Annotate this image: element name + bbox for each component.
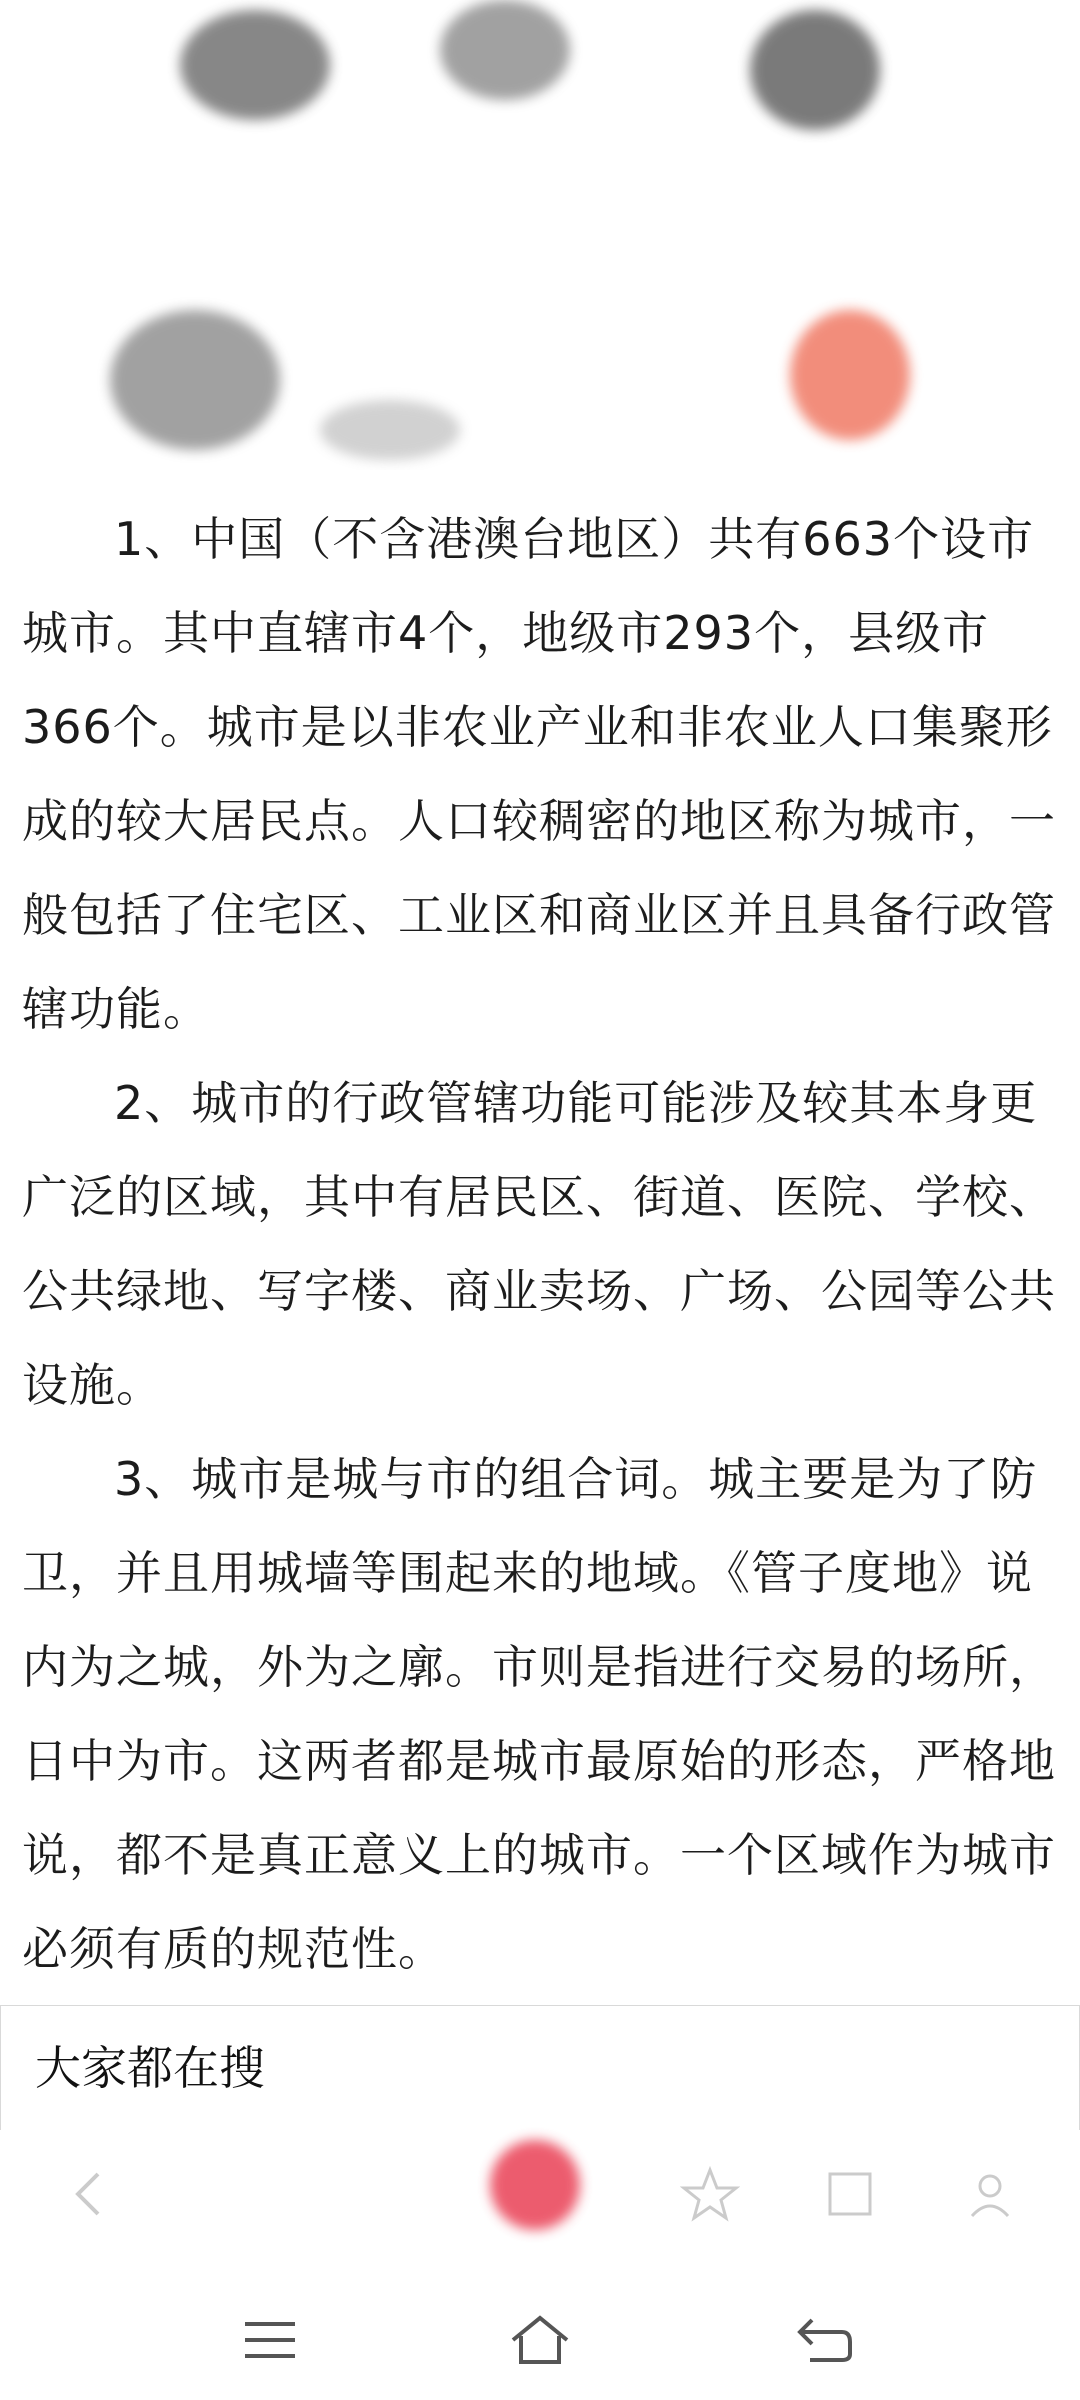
- star-icon[interactable]: [680, 2164, 740, 2224]
- menu-icon[interactable]: [235, 2310, 305, 2370]
- back-icon[interactable]: [790, 2310, 860, 2370]
- article-paragraph-1: 1、中国（不含港澳台地区）共有663个设市城市。其中直辖市4个，地级市293个，县级市366个。城市是以非农业产业和非农业人口集聚形成的较大居民点。人口较稠密的地区称为城市，一般包括了住宅区、工业区和商业区并且具备行政管辖功能。: [22, 512, 1056, 1036]
- article-body: [22, 492, 1062, 1996]
- top-image-area: [0, 0, 1080, 470]
- blurred-image-tile: [440, 0, 570, 100]
- blurred-image-tile: [110, 310, 280, 450]
- browser-toolbar: [0, 2130, 1080, 2260]
- trending-search-section[interactable]: [0, 2005, 1080, 2131]
- blurred-image-tile: [750, 10, 880, 130]
- system-nav-bar: [0, 2280, 1080, 2400]
- blurred-image-tile: [180, 10, 330, 120]
- blurred-image-tile: [790, 310, 910, 440]
- article-paragraph-3: 3、城市是城与市的组合词。城主要是为了防卫，并且用城墙等围起来的地域。《管子度地》说内为之城，外为之廓。市则是指进行交易的场所，日中为市。这两者都是城市最原始的形态，严格地说，都不是真正意义上的城市。一个区域作为城市必须有质的规范性。: [22, 1452, 1056, 1976]
- trending-search-title: 大家都在搜: [35, 2041, 265, 2095]
- profile-icon[interactable]: [960, 2164, 1020, 2224]
- home-icon[interactable]: [470, 2140, 610, 2250]
- article-paragraph-2: 2、城市的行政管辖功能可能涉及较其本身更广泛的区域，其中有居民区、街道、医院、学校、公共绿地、写字楼、商业卖场、广场、公园等公共设施。: [22, 1076, 1056, 1412]
- blurred-image-tile: [320, 400, 460, 460]
- back-icon[interactable]: [60, 2164, 120, 2224]
- tabs-icon[interactable]: [820, 2164, 880, 2224]
- home-icon[interactable]: [505, 2310, 575, 2370]
